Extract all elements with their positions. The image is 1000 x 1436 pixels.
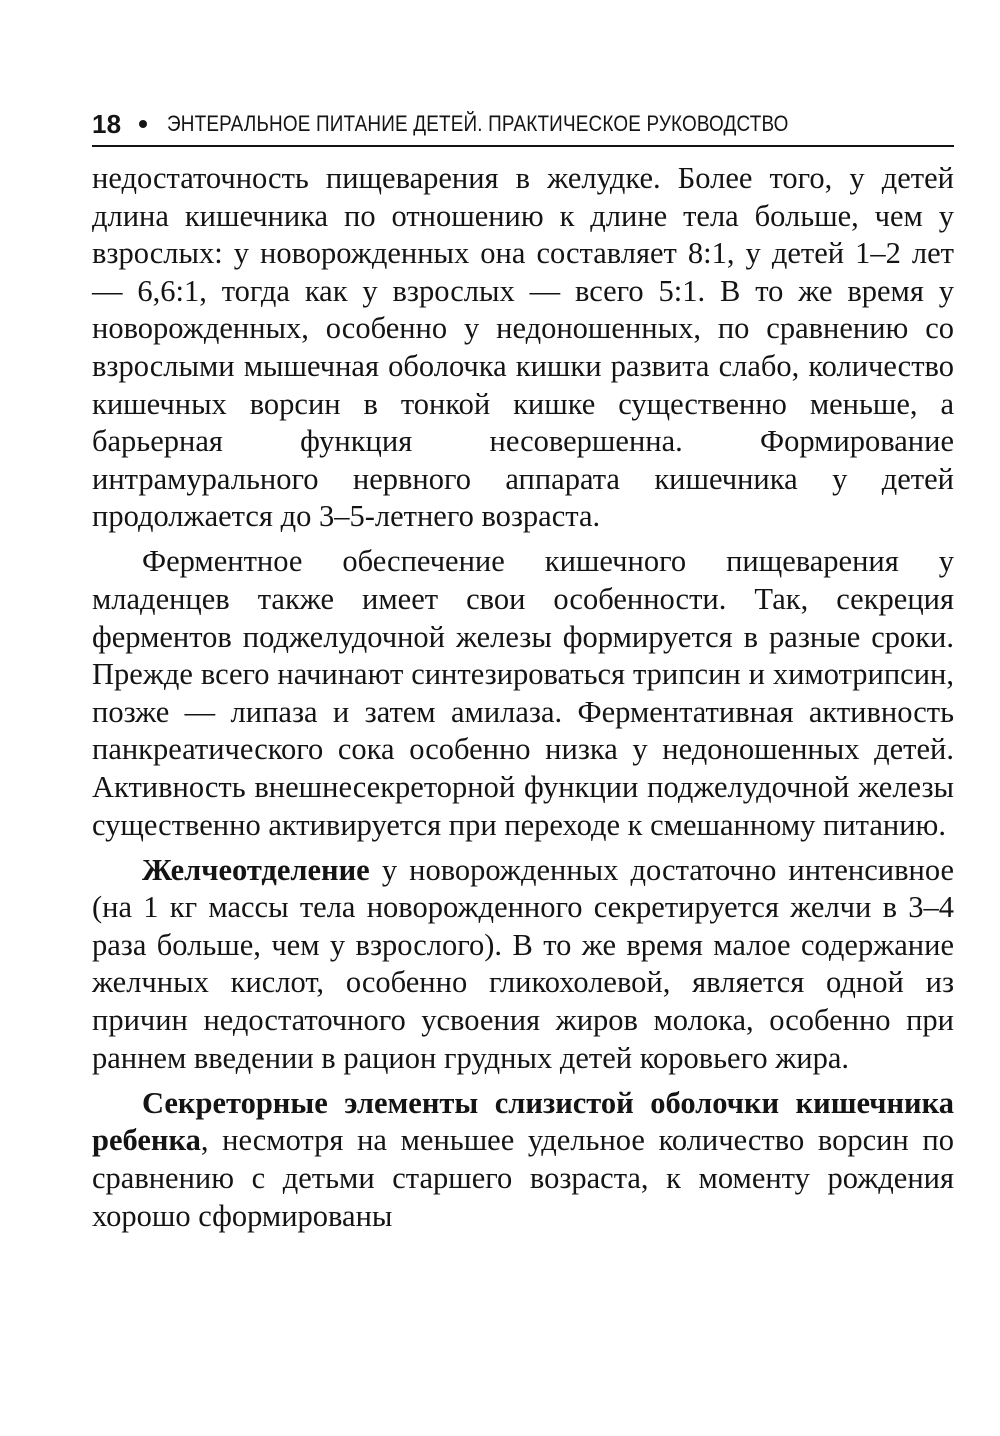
header-divider — [92, 145, 954, 147]
bullet-icon — [139, 120, 147, 128]
paragraph-3 — [92, 852, 954, 1078]
body-text — [92, 160, 954, 1243]
paragraph-1 — [92, 160, 954, 536]
book-title: ЭНТЕРАЛЬНОЕ ПИТАНИЕ ДЕТЕЙ. ПРАКТИЧЕСКОЕ РУКОВОДСТВО — [167, 111, 789, 136]
paragraph-2-text: Ферментное обеспечение кишечного пищеварения у младенцев также имеет свои особенности. Так, секреция ферментов поджелудочной железы формируется в разные сроки. Прежде всего начинают синтезироваться трипсин и химотрипсин, позже — липаза и затем амилаза. Ферментативная активность панкреатического сока особенно низка у недоношенных детей. Активность внешнесекреторной функции поджелудочной железы существенно активируется при переходе к смешанному питанию. — [92, 544, 954, 842]
paragraph-2 — [92, 543, 954, 844]
running-header — [92, 104, 954, 144]
paragraph-3-term: Желчеотделение — [142, 852, 370, 887]
paragraph-4-term: Секреторные элементы слизистой оболочки кишечника ребенка — [92, 1085, 954, 1158]
paragraph-1-text: недостаточность пищеварения в желудке. Более того, у детей длина кишечника по отношению к длине тела больше, чем у взрослых: у новорожденных она составляет 8:1, у детей 1–2 лет — 6,6:1, тогда как у взрослых — всего 5:1. В то же время у новорожденных, особенно у недоношенных, по сравнению со взрослыми мышечная оболочка кишки развита слабо, количество кишечных ворсин в тонкой кишке существенно меньше, а барьерная функция несовершенна. Формирование интрамурального нервного аппарата кишечника у детей продолжается до 3–5-летнего возраста. — [92, 161, 954, 534]
page-number: 18 — [92, 108, 122, 139]
paragraph-3-text: у новорожденных достаточно интенсивное (на 1 кг массы тела новорожденного секретируется желчи в 3–4 раза больше, чем у взрослого). В то же время малое содержание желчных кислот, особенно гликохолевой, является одной из причин недостаточного усвоения жиров молока, особенно при раннем введении в рацион грудных детей коровьего жира. — [92, 852, 954, 1075]
paragraph-4-text: , несмотря на меньшее удельное количество ворсин по сравнению с детьми старшего возраста, к моменту рождения хорошо сформированы — [92, 1123, 954, 1233]
paragraph-4 — [92, 1085, 954, 1235]
